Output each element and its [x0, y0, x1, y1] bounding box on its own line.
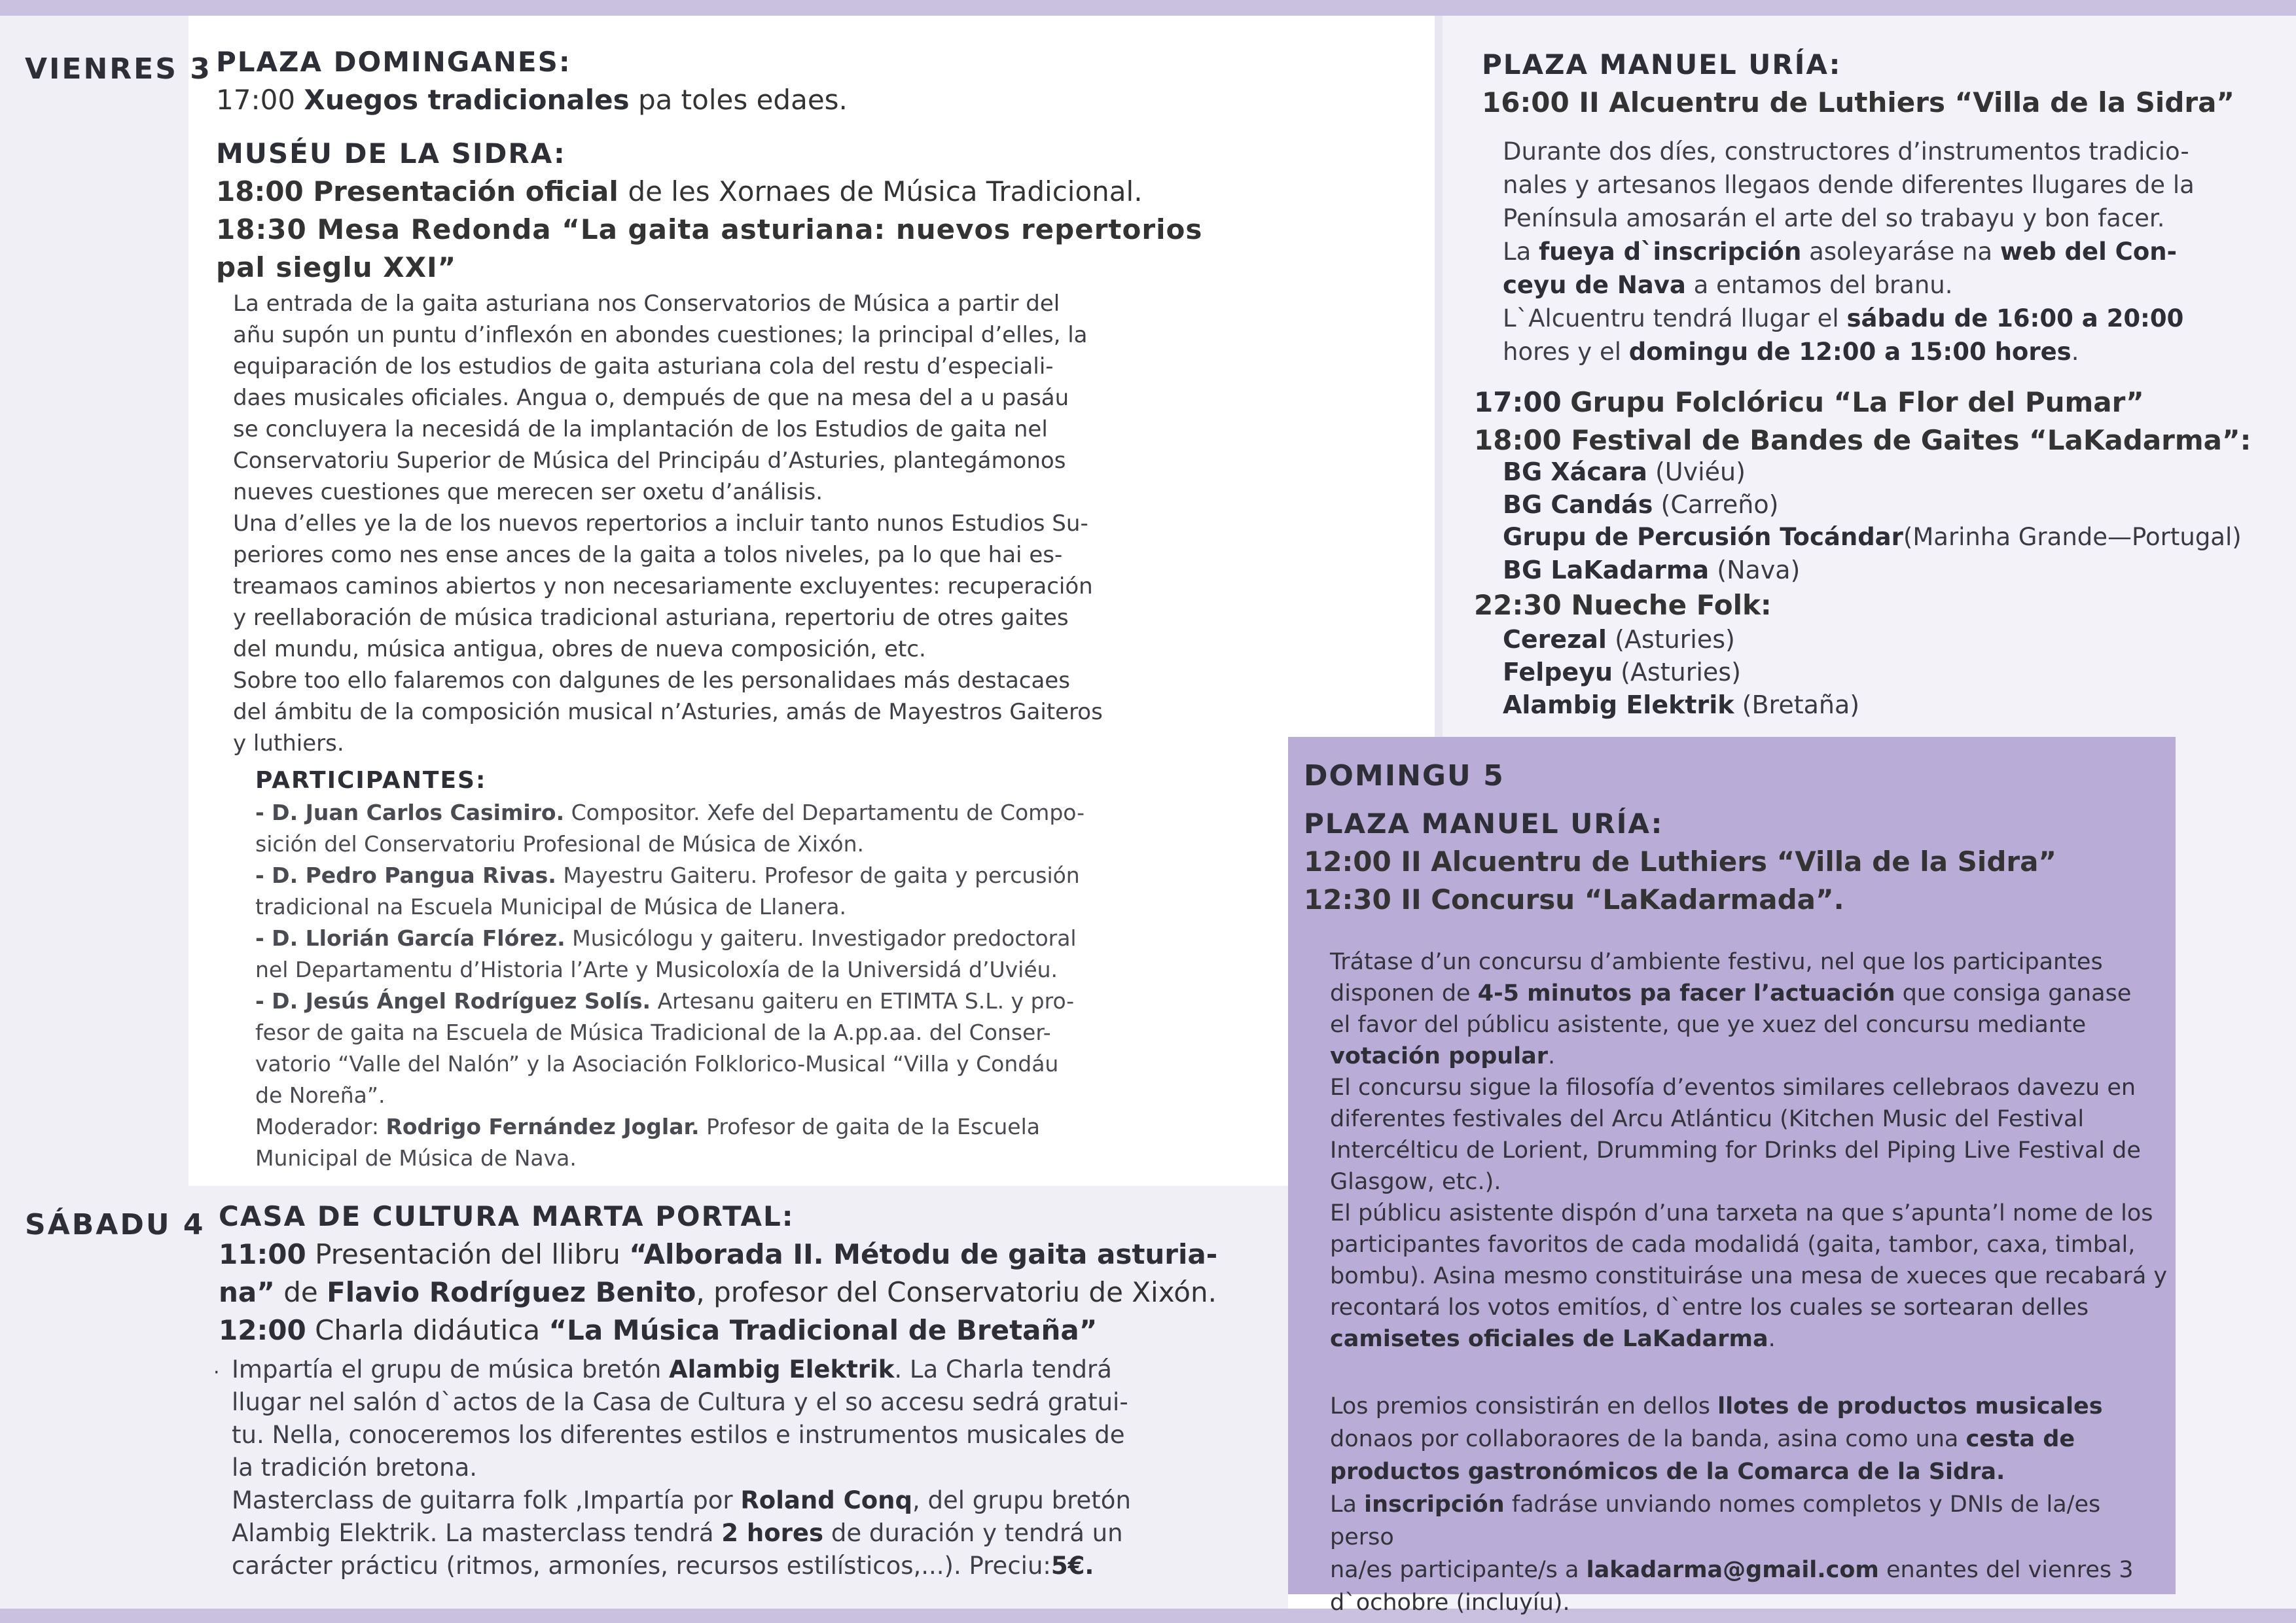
participant-line: sición del Conservatoriu Profesional de Música de Xixón. [255, 831, 864, 857]
para-line: bombu). Asina mesmo constituiráse una mesa de xueces que recabará y [1330, 1263, 2168, 1289]
text-bold: votación popular [1330, 1043, 1549, 1069]
text-span: , del grupu bretón [912, 1486, 1131, 1514]
text-span: de duración y tendrá un [831, 1519, 1123, 1547]
moderator-line [255, 1111, 1132, 1143]
para-line [1330, 1423, 2168, 1455]
text-span: carácter prácticu (ritmos, armoníes, recursos estilísticos,...). Preciu: [232, 1552, 1051, 1580]
para-line: El concursu sigue la filosofía d’eventos similares cellebraos davezu en [1330, 1075, 2136, 1101]
text-span: na/es participante/s a [1330, 1557, 1579, 1583]
para-line [1503, 268, 2288, 302]
text-bold: 5€. [1050, 1552, 1094, 1580]
charla-description [232, 1353, 1312, 1582]
event-title: “La Música Tradicional de Bretaña” [548, 1314, 1098, 1346]
event-line [219, 1236, 1299, 1274]
event-time: 17:00 [1474, 386, 1562, 418]
premios-description [1330, 1390, 2168, 1619]
text-bold: 2 hores [721, 1519, 824, 1547]
list-item [1503, 554, 2288, 586]
event-note: de les Xornaes de Música Tradicional. [628, 175, 1143, 207]
nueche-folk-block [1474, 586, 2259, 624]
participant-line [255, 797, 1132, 829]
para-line: llugar nel salón d`actos de la Casa de Cultura y el so accesu sedrá gratui- [232, 1388, 1128, 1416]
para-line [1503, 302, 2288, 335]
para-line: Glasgow, etc.). [1330, 1169, 1501, 1195]
column-divider [1435, 16, 1443, 737]
band-name: BG Candás [1503, 490, 1653, 519]
moderator-label: Moderador: [255, 1114, 379, 1139]
participant-role: Musicólogu y gaiteru. Investigador predoctoral [572, 925, 1077, 951]
band-name: Felpeyu [1503, 658, 1613, 687]
alcuentru-description [1503, 135, 2288, 368]
event-note: Charla didáutica [315, 1314, 541, 1346]
text-bold: llotes de productos musicales [1717, 1393, 2103, 1419]
participant-line [255, 986, 1132, 1017]
moderator-name: Rodrigo Fernández Joglar. [386, 1114, 700, 1139]
para-line: treamaos caminos abiertos y non necesariamente excluyentes: recuperación [233, 573, 1093, 599]
participant-role: Artesanu gaiteru en ETIMTA S.L. y pro- [657, 988, 1075, 1014]
event-note: de [283, 1276, 318, 1308]
para-line [1330, 1390, 2168, 1423]
participant-role: Compositor. Xefe del Departamentu de Compo- [571, 800, 1085, 825]
event-line: 18:30 Mesa Redonda “La gaita asturiana: nuevos repertorios [216, 213, 1203, 245]
para-line: recontará los votos emitíos, d`entre los cuales se sortearan delles [1330, 1294, 2089, 1321]
band-place: (Nava) [1717, 556, 1801, 584]
text-span: . [1548, 1043, 1556, 1069]
text-bold: Roland Conq [740, 1486, 912, 1514]
moderator-role: Profesor de gaita de la Escuela [706, 1114, 1040, 1139]
band-place: (Uviéu) [1655, 457, 1746, 486]
text-bold: productos gastronómicos de la Comarca de la Sidra. [1330, 1459, 2005, 1485]
para-line: d`ochobre (incluyíu). [1330, 1590, 1570, 1616]
para-line [232, 1353, 1312, 1386]
participant-line: tradicional na Escuela Municipal de Música de Llanera. [255, 894, 847, 919]
participant-role: Mayestru Gaiteru. Profesor de gaita y percusión [563, 863, 1080, 888]
participant-line: vatorio “Valle del Nalón” y la Asociación Folklorico-Musical “Villa y Condáu [255, 1051, 1059, 1077]
para-line: del ámbitu de la composición musical n’Asturies, amás de Mayestros Gaiteros [233, 699, 1103, 725]
para-line: la tradición bretona. [232, 1454, 478, 1482]
para-line: del mundu, música antigua, obres de nueva composición, etc. [233, 636, 926, 662]
para-line: el favor del públicu asistente, que ye xuez del concursu mediante [1330, 1012, 2087, 1038]
text-span: Los premios consistirán en dellos [1330, 1393, 1710, 1419]
band-place: (Bretaña) [1742, 690, 1860, 719]
event-note: , profesor del Conservatoriu de Xixón. [696, 1276, 1217, 1308]
para-line [1330, 1554, 2168, 1586]
para-line [1330, 1323, 2168, 1355]
top-band [0, 0, 2296, 16]
text-bold: 4-5 minutos pa facer l’actuación [1477, 980, 1895, 1007]
para-line [1503, 335, 2288, 368]
text-span: a entamos del branu. [1693, 271, 1953, 299]
text-bold: ceyu de Nava [1503, 271, 1686, 299]
evening-events-block [1474, 383, 2286, 459]
event-line: 18:00 Festival de Bandes de Gaites “LaKadarma”: [1474, 424, 2251, 456]
text-bold: domingu de 12:00 a 15:00 hores [1628, 338, 2072, 366]
para-line: nueves cuestiones que merecen ser oxetu d’análisis. [233, 479, 823, 505]
day-label-column [0, 16, 188, 1609]
participant-name: - D. Llorián García Flórez. [255, 925, 565, 951]
para-line: Conservatoriu Superior de Música del Principáu d’Asturies, plantegámonos [233, 448, 1066, 474]
event-time: 17:00 [216, 84, 296, 116]
text-span: Alambig Elektrik. La masterclass tendrá [232, 1519, 714, 1547]
para-line [1330, 978, 2168, 1009]
event-line [219, 1274, 1299, 1311]
text-span: fadráse unviando nomes completos y DNIs de la/es perso [1330, 1491, 2101, 1550]
text-bold: Alambig Elektrik [669, 1355, 895, 1383]
text-span: disponen de [1330, 980, 1471, 1007]
text-span: donaos por collaboraores de la banda, asina como una [1330, 1426, 1959, 1452]
para-line: periores como nes ense ances de la gaita a tolos niveles, pa lo que hai es- [233, 542, 1063, 568]
venue-title: MUSÉU DE LA SIDRA: [216, 137, 566, 169]
event-line [1474, 383, 2286, 421]
event-line [216, 173, 1394, 211]
event-title: na” [219, 1276, 275, 1308]
para-line: tu. Nella, conoceremos los diferentes estilos e instrumentos musicales de [232, 1421, 1125, 1449]
domingu-header-block [1304, 757, 2155, 919]
participant-line [255, 860, 1132, 891]
para-line: se concluyera la necesidá de la implantación de los Estudios de gaita nel [233, 416, 1048, 442]
list-item [1503, 455, 2288, 488]
para-line [1330, 1488, 2168, 1554]
para-line [232, 1550, 1312, 1582]
para-line: La entrada de la gaita asturiana nos Conservatorios de Música a partir del [233, 291, 1060, 317]
para-line [1330, 1455, 2168, 1488]
text-bold: cesta de [1965, 1426, 2075, 1452]
participant-name: - D. Juan Carlos Casimiro. [255, 800, 565, 825]
para-line: equiparación de los estudios de gaita asturiana cola del restu d’especiali- [233, 353, 1054, 380]
text-span: enantes del vienres 3 [1886, 1557, 2134, 1583]
para-line [232, 1484, 1312, 1517]
event-title: Xuegos tradicionales [304, 84, 630, 116]
para-line: añu supón un puntu d’inflexón en abondes cuestiones; la principal d’elles, la [233, 322, 1088, 348]
event-time: 18:00 [216, 175, 304, 207]
event-line: 12:00 II Alcuentru de Luthiers “Villa de la Sidra” [1304, 846, 2057, 878]
museu-block [216, 135, 1394, 287]
para-line [232, 1517, 1312, 1550]
participant-line: nel Departamentu d’Historia l’Arte y Musicoloxía de la Universidá d’Uviéu. [255, 957, 1058, 982]
folk-list [1503, 623, 2288, 721]
para-line: Una d’elles ye la de los nuevos repertorios a incluir tanto nunos Estudios Su- [233, 510, 1088, 537]
text-span: La [1503, 238, 1532, 266]
participantes-block [255, 764, 1132, 1174]
text-bold: sábadu de 16:00 a 20:00 [1846, 304, 2184, 332]
day-label-vienres: VIENRES 3 [25, 52, 212, 86]
venue-title: PLAZA MANUEL URÍA: [1304, 808, 1664, 840]
list-item [1503, 688, 2288, 721]
band-place: (Carreño) [1660, 490, 1779, 519]
event-time: 11:00 [219, 1238, 306, 1270]
email-address: lakadarma@gmail.com [1586, 1557, 1879, 1583]
list-item [1503, 521, 2288, 554]
list-item [1503, 656, 2288, 688]
text-span: . [1768, 1326, 1776, 1352]
bullet-mark: · [213, 1361, 220, 1384]
event-note: pa toles edaes. [637, 84, 848, 116]
para-line: participantes favoritos de cada modalidá (gaita, tambor, caxa, timbal, [1330, 1232, 2136, 1258]
venue-title: CASA DE CULTURA MARTA PORTAL: [219, 1200, 795, 1232]
text-span: . La Charla tendrá [894, 1355, 1112, 1383]
participantes-title: PARTICIPANTES: [255, 767, 487, 794]
concursu-description [1330, 946, 2168, 1355]
participant-line [255, 923, 1132, 954]
para-line: daes musicales oficiales. Angua o, dempués de que na mesa del a u pasáu [233, 385, 1069, 411]
band-name: BG LaKadarma [1503, 556, 1710, 584]
venue-title: PLAZA DOMINGANES: [216, 46, 571, 78]
event-title: Grupu Folclóricu “La Flor del Pumar” [1570, 386, 2144, 418]
para-line: nales y artesanos llegaos dende diferentes llugares de la [1503, 171, 2195, 199]
band-name: Alambig Elektrik [1503, 690, 1734, 719]
participant-line: fesor de gaita na Escuela de Música Tradicional de la A.pp.aa. del Conser- [255, 1020, 1051, 1045]
text-bold: fueya d`inscripción [1539, 238, 1802, 266]
participant-name: - D. Pedro Pangua Rivas. [255, 863, 556, 888]
para-line: Trátase d’un concursu d’ambiente festivu, nel que los participantes [1330, 949, 2103, 975]
para-line: Sobre too ello falaremos con dalgunes de les personalidaes más destacaes [233, 668, 1070, 694]
event-note: Presentación del llibru [315, 1238, 620, 1270]
event-line: 12:30 II Concursu “LaKadarmada”. [1304, 883, 1844, 916]
text-span: . [2071, 338, 2079, 366]
event-line [216, 81, 1394, 119]
band-place: (Asturies) [1615, 625, 1735, 654]
text-bold: web del Con- [2000, 238, 2177, 266]
plaza-uria-block [1482, 46, 2267, 122]
text-span: asoleyaráse na [1809, 238, 1993, 266]
text-span: La [1330, 1491, 1357, 1518]
band-name: Cerezal [1503, 625, 1607, 654]
list-item [1503, 488, 2288, 521]
text-bold: inscripción [1364, 1491, 1505, 1518]
para-line: Península amosarán el arte del so trabayu y bon facer. [1503, 204, 2165, 232]
text-span: L`Alcuentru tendrá llugar el [1503, 304, 1839, 332]
participant-name: - D. Jesús Ángel Rodríguez Solís. [255, 988, 651, 1014]
para-line: y reellaboración de música tradicional asturiana, repertoriu de otres gaites [233, 605, 1069, 631]
mesa-redonda-description [233, 288, 1123, 759]
text-span: que consiga ganase [1902, 980, 2132, 1007]
event-author: Flavio Rodríguez Benito [327, 1276, 696, 1308]
event-title: “Alborada II. Métodu de gaita asturia- [629, 1238, 1218, 1270]
venue-title: PLAZA MANUEL URÍA: [1482, 48, 1842, 80]
event-title: Presentación oficial [313, 175, 619, 207]
event-line: pal sieglu XXI” [216, 251, 457, 283]
band-place: (Marinha Grande—Portugal) [1903, 523, 2242, 551]
moderator-line: Municipal de Música de Nava. [255, 1145, 577, 1171]
para-line: Intercélticu de Lorient, Drumming for Drinks del Piping Live Festival de [1330, 1137, 2141, 1164]
band-place: (Asturies) [1621, 658, 1741, 687]
event-line: 22:30 Nueche Folk: [1474, 589, 1772, 621]
band-name: Grupu de Percusión Tocándar [1503, 523, 1903, 551]
para-line: Durante dos díes, constructores d’instrumentos tradicio- [1503, 137, 2189, 166]
list-item [1503, 623, 2288, 656]
para-line: diferentes festivales del Arcu Atlánticu (Kitchen Music del Festival [1330, 1106, 2085, 1132]
text-span: hores y el [1503, 338, 1621, 366]
event-line [219, 1311, 1299, 1349]
event-time: 12:00 [219, 1314, 306, 1346]
band-name: BG Xácara [1503, 457, 1647, 486]
para-line [1503, 235, 2288, 268]
event-line: 16:00 II Alcuentru de Luthiers “Villa de la Sidra” [1482, 86, 2235, 118]
casa-cultura-block [219, 1198, 1299, 1349]
para-line [1330, 1041, 2168, 1072]
para-line: El públicu asistente dispón d’una tarxeta na que s’apunta’l nome de los [1330, 1200, 2153, 1226]
participant-line: de Noreña”. [255, 1082, 386, 1108]
text-bold: camisetes oficiales de LaKadarma [1330, 1326, 1768, 1352]
para-line: y luthiers. [233, 730, 344, 757]
day-label-sabadu: SÁBADU 4 [25, 1208, 206, 1241]
vienres-plaza-block [216, 43, 1394, 119]
bands-list [1503, 455, 2288, 586]
text-span: Masterclass de guitarra folk ,Impartía por [232, 1486, 733, 1514]
day-label-domingu: DOMINGU 5 [1304, 759, 1505, 793]
text-span: Impartía el grupu de música bretón [232, 1355, 662, 1383]
